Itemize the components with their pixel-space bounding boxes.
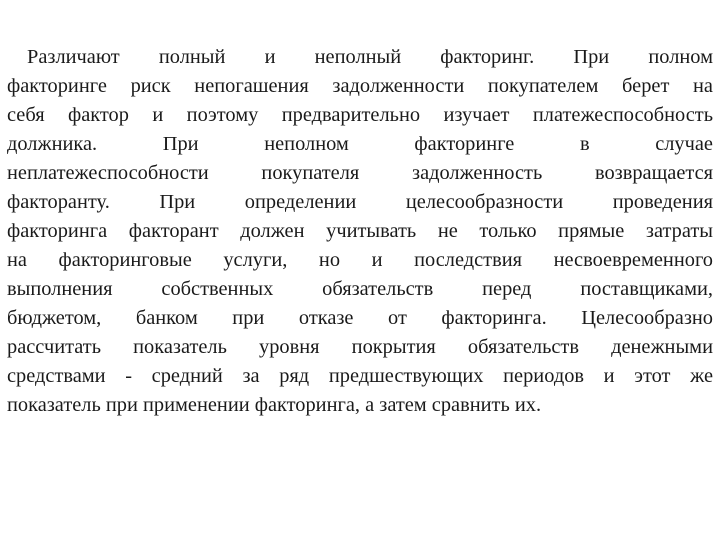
- text-line: рассчитать показатель уровня покрытия обязательств денежными: [7, 336, 713, 358]
- text-line: Различают полный и неполный факторинг. При полном: [27, 46, 713, 68]
- text-line: бюджетом, банком при отказе от факторинга. Целесообразно: [7, 307, 713, 329]
- text-line: должника. При неполном факторинге в случае: [7, 133, 713, 155]
- text-line: себя фактор и поэтому предварительно изучает платежеспособность: [7, 104, 713, 126]
- text-line: средствами - средний за ряд предшествующих периодов и этот же: [7, 365, 713, 387]
- text-line: неплатежеспособности покупателя задолженность возвращается: [7, 162, 713, 184]
- text-line: факторанту. При определении целесообразности проведения: [7, 191, 713, 213]
- text-line: выполнения собственных обязательств перед поставщиками,: [7, 278, 713, 300]
- text-line: факторинга факторант должен учитывать не только прямые затраты: [7, 220, 713, 242]
- paragraph: [7, 43, 713, 420]
- text-line: показатель при применении факторинга, а затем сравнить их.: [7, 394, 542, 416]
- text-line: на факторинговые услуги, но и последствия несвоевременного: [7, 249, 713, 271]
- text-line: факторинге риск непогашения задолженности покупателем берет на: [7, 75, 713, 97]
